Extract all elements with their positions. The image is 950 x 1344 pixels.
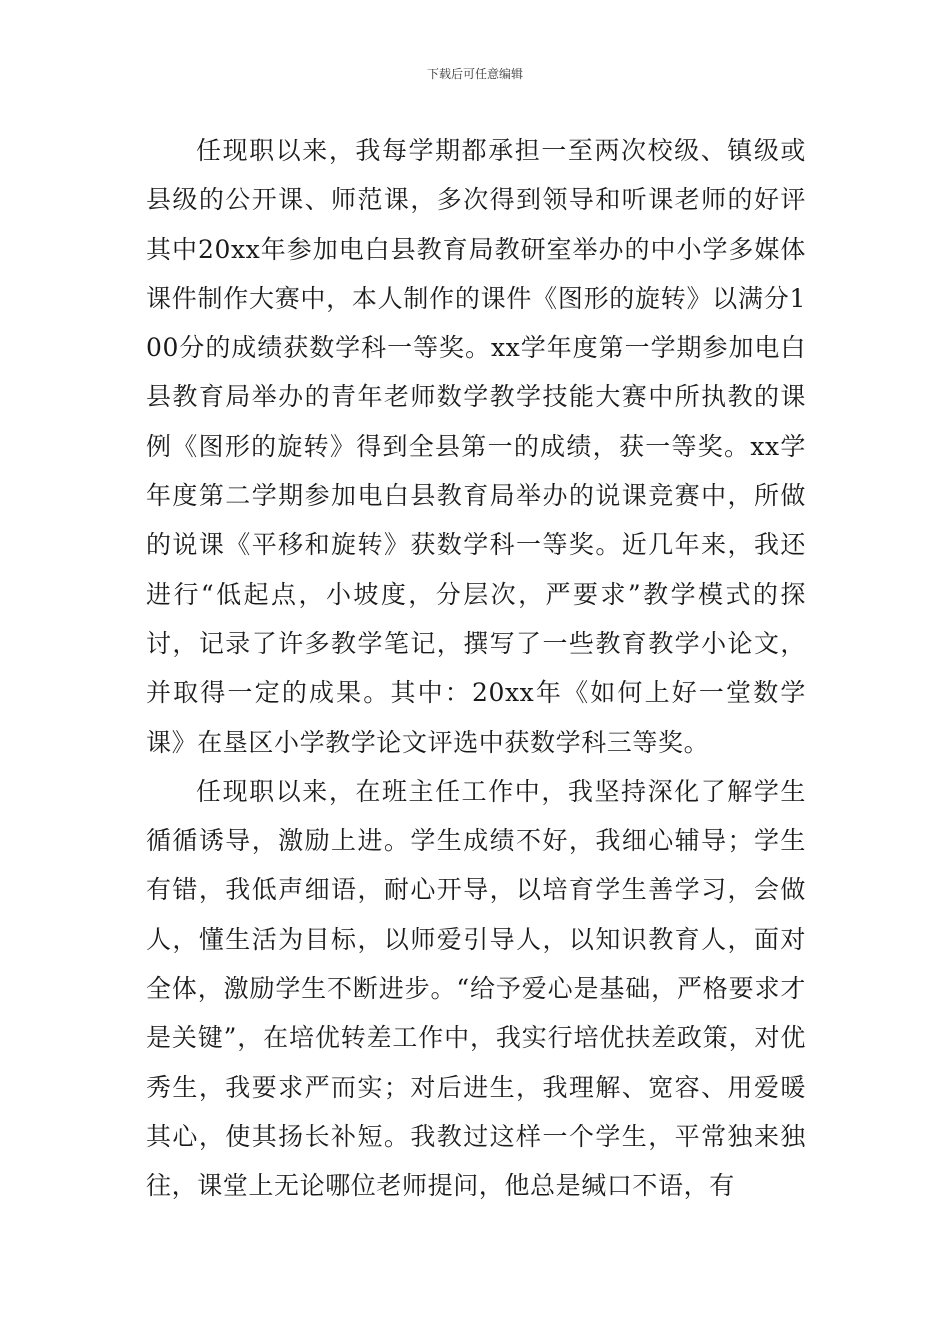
document-body — [146, 126, 806, 1211]
paragraph-1: 任现职以来，我每学期都承担一至两次校级、镇级或县级的公开课、师范课，多次得到领导和听课老师的好评其中20xx年参加电白县教育局教研室举办的中小学多媒体课件制作大赛中，本人制作的课件《图形的旋转》以满分100分的成绩获数学科一等奖。xx学年度第一学期参加电白县教育局举办的青年老师数学教学技能大赛中所执教的课例《图形的旋转》得到全县第一的成绩，获一等奖。xx学年度第二学期参加电白县教育局举办的说课竞赛中，所做的说课《平移和旋转》获数学科一等奖。近几年来，我还进行“低起点，小坡度，分层次，严要求”教学模式的探讨，记录了许多教学笔记，撰写了一些教育教学小论文，并取得一定的成果。其中：20xx年《如何上好一堂数学课》在垦区小学教学论文评选中获数学科三等奖。 — [146, 136, 806, 757]
page-header-note: 下载后可任意编辑 — [426, 67, 523, 81]
paragraph-2: 任现职以来，在班主任工作中，我坚持深化了解学生循循诱导，激励上进。学生成绩不好，我细心辅导；学生有错，我低声细语，耐心开导，以培育学生善学习，会做人，懂生活为目标，以师爱引导人，以知识教育人，面对全体，激励学生不断进步。“给予爱心是基础，严格要求才是关键”，在培优转差工作中，我实行培优扶差政策，对优秀生，我要求严而实；对后进生，我理解、宽容、用爱暖其心，使其扬长补短。我教过这样一个学生，平常独来独往，课堂上无论哪位老师提问，他总是缄口不语，有 — [146, 776, 806, 1201]
